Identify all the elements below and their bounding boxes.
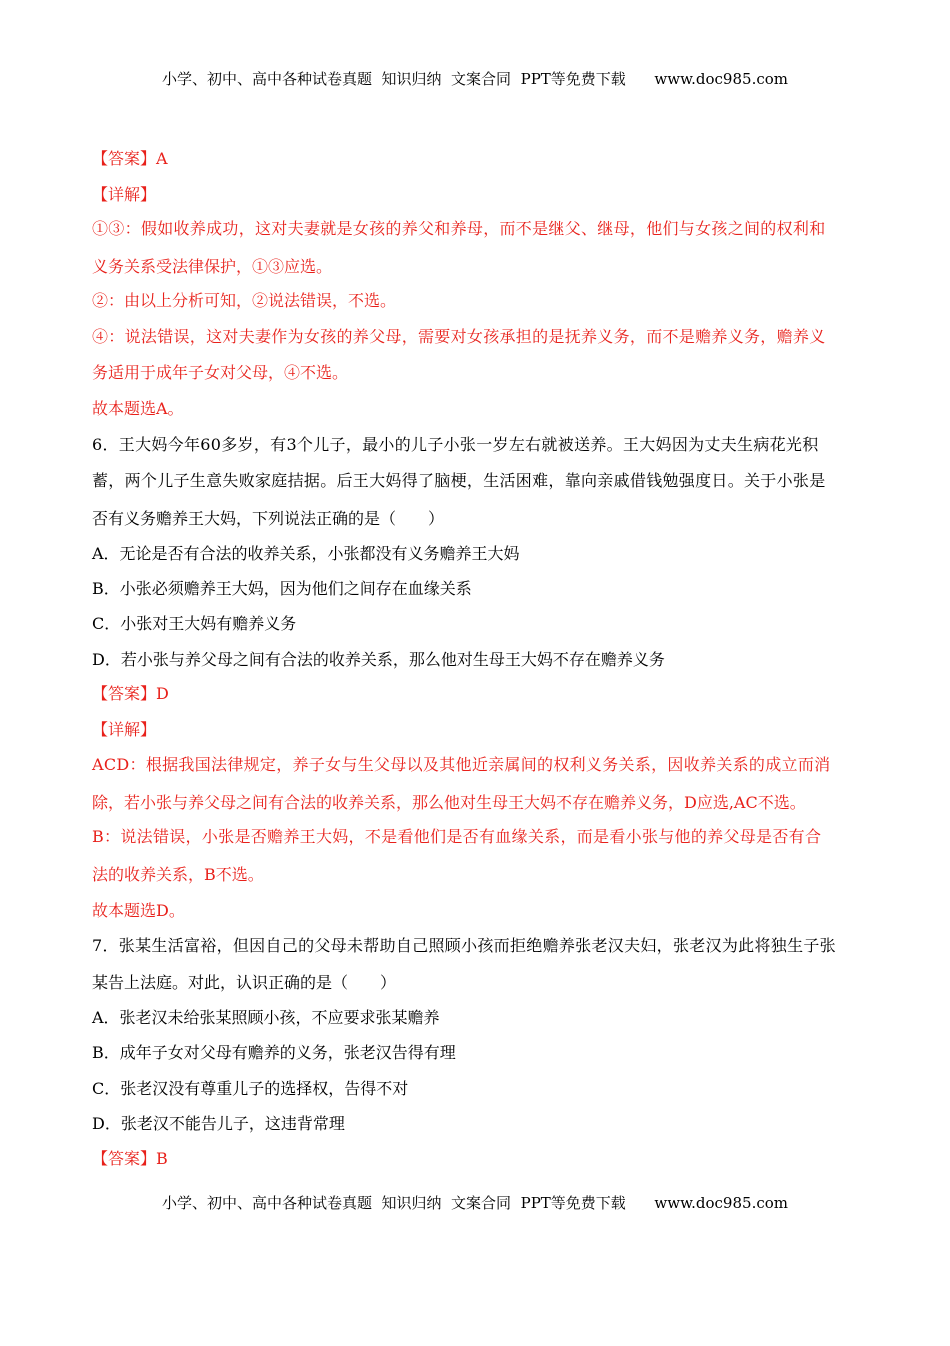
- q6-explain-line: ACD：根据我国法律规定，养子女与生父母以及其他近亲属间的权利义务关系，因收养关系的成立而消: [92, 755, 831, 774]
- q5-answer: 【答案】A: [92, 149, 168, 168]
- q5-explain-line: 义务关系受法律保护，①③应选。: [92, 257, 333, 276]
- q6-explain-line: B：说法错误，小张是否赡养王大妈，不是看他们是否有血缘关系，而是看小张与他的养父母是否有合: [92, 827, 822, 846]
- q6-explain-line: 法的收养关系，B不选。: [92, 865, 264, 884]
- q6-detail-label: 【详解】: [92, 720, 157, 739]
- page-footer: 小学、初中、高中各种试卷真题 知识归纳 文案合同 PPT等免费下载 www.doc985.com: [161, 1194, 788, 1212]
- q5-explain-line: 务适用于成年子女对父母，④不选。: [92, 363, 349, 382]
- q5-detail-label: 【详解】: [92, 185, 157, 204]
- q7-option-c: C．张老汉没有尊重儿子的选择权，告得不对: [92, 1079, 409, 1098]
- q5-explain-line: ②：由以上分析可知，②说法错误，不选。: [92, 291, 397, 310]
- q6-option-b: B．小张必须赡养王大妈，因为他们之间存在血缘关系: [92, 579, 472, 598]
- q7-option-b: B．成年子女对父母有赡养的义务，张老汉告得有理: [92, 1043, 456, 1062]
- q5-conclusion: 故本题选A。: [92, 399, 184, 418]
- q6-explain-line: 除，若小张与养父母之间有合法的收养关系，那么他对生母王大妈不存在赡养义务，D应选,AC不选。: [92, 793, 806, 812]
- q6-option-c: C．小张对王大妈有赡养义务: [92, 614, 297, 633]
- q6-stem-line: 6．王大妈今年60多岁，有3个儿子，最小的儿子小张一岁左右就被送养。王大妈因为丈夫生病花光积: [92, 435, 819, 454]
- q7-stem-line: 某告上法庭。对此，认识正确的是（ ）: [92, 973, 397, 992]
- page-header: 小学、初中、高中各种试卷真题 知识归纳 文案合同 PPT等免费下载 www.doc985.com: [161, 70, 788, 88]
- q5-explain-line: ①③：假如收养成功，这对夫妻就是女孩的养父和养母，而不是继父、继母，他们与女孩之间的权利和: [92, 219, 826, 238]
- q6-stem-line: 否有义务赡养王大妈，下列说法正确的是（ ）: [92, 509, 445, 528]
- q6-conclusion: 故本题选D。: [92, 901, 185, 920]
- q5-explain-line: ④：说法错误，这对夫妻作为女孩的养父母，需要对女孩承担的是抚养义务，而不是赡养义务，赡养义: [92, 327, 826, 346]
- q6-answer: 【答案】D: [92, 684, 169, 703]
- q7-stem-line: 7．张某生活富裕，但因自己的父母未帮助自己照顾小孩而拒绝赡养张老汉夫妇，张老汉为此将独生子张: [92, 936, 836, 955]
- q6-option-d: D．若小张与养父母之间有合法的收养关系，那么他对生母王大妈不存在赡养义务: [92, 650, 665, 669]
- q6-option-a: A．无论是否有合法的收养关系，小张都没有义务赡养王大妈: [92, 544, 520, 563]
- q7-option-d: D．张老汉不能告儿子，这违背常理: [92, 1114, 345, 1133]
- q7-answer: 【答案】B: [92, 1149, 168, 1168]
- q7-option-a: A．张老汉未给张某照顾小孩，不应要求张某赡养: [92, 1008, 440, 1027]
- q6-stem-line: 蓄，两个儿子生意失败家庭拮据。后王大妈得了脑梗，生活困难，靠向亲戚借钱勉强度日。关于小张是: [92, 471, 826, 490]
